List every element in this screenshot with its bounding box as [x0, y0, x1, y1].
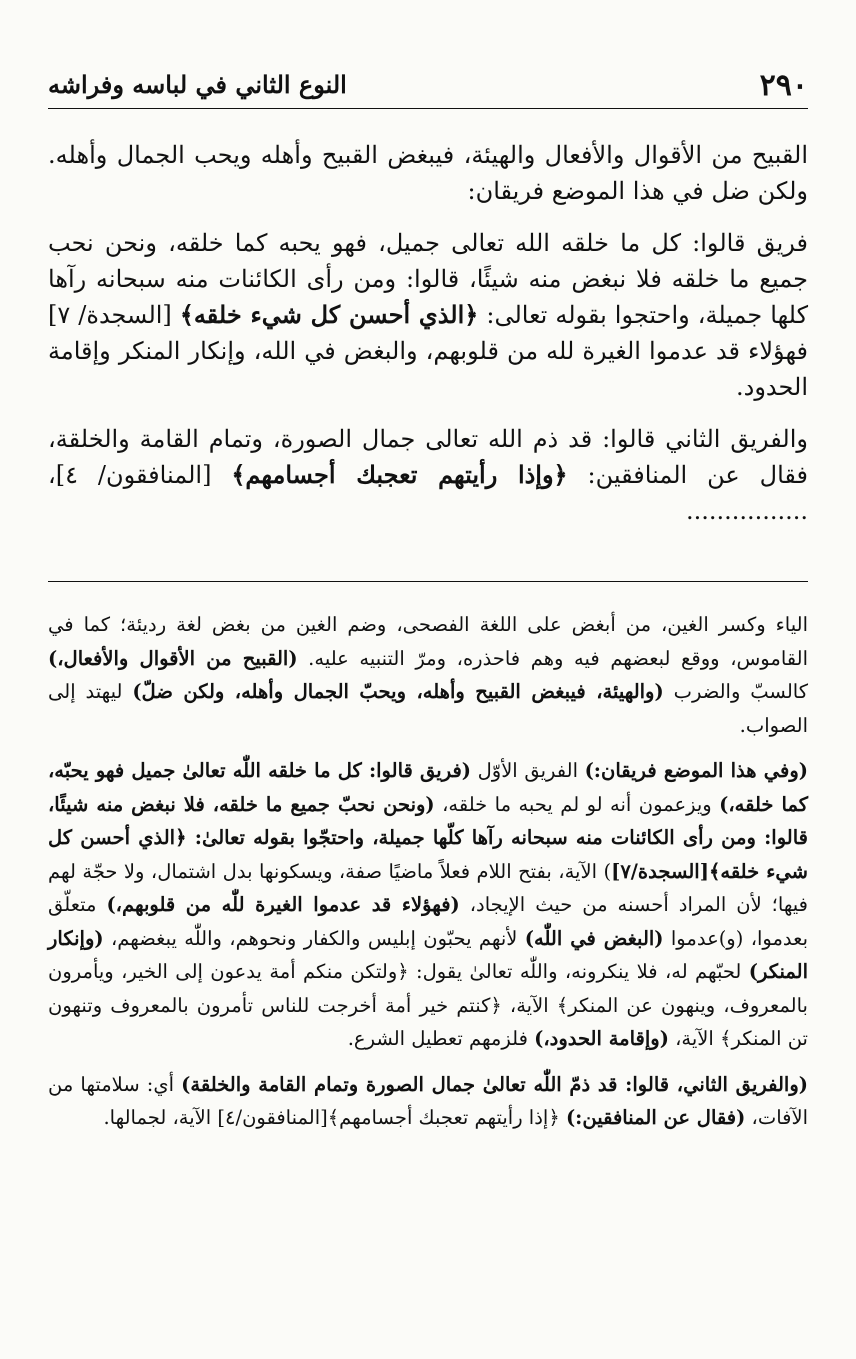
- commentary-span: أي: سلامتها من الآفات،: [48, 1072, 808, 1129]
- commentary-bold-span: (فقال عن المنافقين:): [565, 1106, 746, 1129]
- commentary-bold-span: (وفي هذا الموضع فريقان:): [584, 759, 808, 782]
- commentary-span: الياء وكسر الغين، من أبغض على اللغة الفصحى، وضم الغين من بغض لغة رديئة؛ كما في القاموس، ووقع لبعضهم فيه وهم فاحذره، ومرّ التنبيه عليه.: [48, 613, 808, 670]
- page-number: ٢٩٠: [759, 68, 808, 103]
- commentary-bold-span: (فهؤلاء قد عدموا الغيرة للّٰه من قلوبهم،): [106, 893, 460, 916]
- main-paragraph-3: [48, 421, 808, 529]
- commentary-span: الفريق الأوّل: [471, 759, 585, 782]
- commentary-paragraph-3: [48, 1068, 808, 1135]
- footnote-rule: [48, 581, 808, 582]
- commentary-bold-span: (والهيئة، فيبغض القبيح وأهله، ويحبّ الجمال وأهله، ولكن ضلّ): [132, 680, 664, 703]
- page-header: [48, 60, 808, 104]
- commentary-bold-span: (القبيح من الأقوال والأفعال،): [48, 646, 298, 670]
- commentary-span: ويزعمون أنه لو لم يحبه ما خلقه،: [434, 792, 720, 816]
- commentary-span: ) الآية، بفتح اللام فعلاً ماضيًا صفة، ويسكونها بدل اشتمال، ولا حجّة لهم فيها؛ لأن المراد أحسنه من حيث الإيجاد،: [48, 859, 809, 916]
- main-paragraph-1: [48, 137, 808, 209]
- commentary-span: ﴿إذا رأيتهم تعجبك أجسامهم﴾[المنافقون/٤] الآية، لجمالها.: [103, 1106, 566, 1129]
- commentary-bold-span: (ونحن نحبّ جميع ما خلقه، فلا نبغض منه شيئًا، قالوا: ومن رأى الكائنات منه سبحانه رآها كلّها جميلة، واحتجّوا بقوله تعالىٰ:: [48, 792, 808, 849]
- main-text-span: [السجدة/ ٧] فهؤلاء قد عدموا الغيرة لله من قلوبهم، والبغض في الله، وإنكار المنكر وإقامة الحدود.: [48, 301, 808, 401]
- commentary-span: كالسبّ والضرب: [663, 680, 808, 703]
- commentary-span: ليهتد إلى الصواب.: [48, 680, 808, 737]
- main-text-span: القبيح من الأقوال والأفعال والهيئة، فيبغض القبيح وأهله ويحب الجمال وأهله. ولكن ضل في هذا الموضع فريقان:: [48, 141, 808, 205]
- main-text: [48, 137, 808, 529]
- quran-quote: ﴿الذي أحسن كل شيء خلقه﴾: [179, 300, 479, 329]
- commentary-bold-span: (البغض في اللّٰه): [524, 926, 664, 950]
- commentary-bold-span: (فريق قالوا: كل ما خلقه اللّٰه تعالىٰ جميل فهو يحبّه، كما خلقه،): [48, 759, 809, 816]
- main-text-span: [المنافقون/ ٤]، ................: [48, 461, 808, 525]
- header-rule: [48, 108, 808, 109]
- main-paragraph-2: [48, 225, 808, 405]
- commentary-bold-span: (والفريق الثاني، قالوا: قد ذمّ اللّٰه تعالىٰ جمال الصورة وتمام القامة والخلقة): [181, 1072, 808, 1096]
- running-title: النوع الثاني في لباسه وفراشه: [48, 70, 347, 99]
- commentary-paragraph-1: [48, 608, 808, 742]
- commentary-bold-span: (وإقامة الحدود،): [534, 1027, 669, 1050]
- commentary-span: لأنهم يحبّون إبليس والكفار ونحوهم، واللّٰه يبغضهم،: [103, 926, 525, 950]
- main-text-span: والفريق الثاني قالوا: قد ذم الله تعالى جمال الصورة، وتمام القامة والخلقة، فقال عن المنافقين:: [48, 425, 808, 489]
- commentary: [48, 608, 808, 1135]
- commentary-span: لحبّهم له، فلا ينكرونه، واللّٰه تعالىٰ يقول: ﴿ولتكن منكم أمة يدعون إلى الخير، ويأمرون بالمعروف، وينهون عن المنكر﴾ الآية، ﴿كنتم خير أمة أخرجت للناس تأمرون بالمعروف وتنهون تن المنكر﴾ الآية،: [48, 960, 808, 1050]
- main-text-span: فريق قالوا: كل ما خلقه الله تعالى جميل، فهو يحبه كما خلقه، ونحن نحب جميع ما خلقه فلا نبغض منه شيئًا، قالوا: ومن رأى الكائنات منه سبحانه رآها كلها جميلة، واحتجوا بقوله تعالى:: [48, 229, 809, 329]
- quran-quote: ﴿وإذا رأيتهم تعجبك أجسامهم﴾: [231, 460, 568, 489]
- commentary-span: فلزمهم تعطيل الشرع.: [347, 1027, 535, 1050]
- commentary-bold-span: ﴿الذي أحسن كل شيء خلقه﴾[السجدة/٧]: [48, 826, 809, 883]
- commentary-bold-span: (وإنكار المنكر): [48, 926, 808, 983]
- commentary-paragraph-2: [48, 754, 808, 1056]
- commentary-span: متعلّق بعدموا، (و)عدموا: [48, 893, 808, 950]
